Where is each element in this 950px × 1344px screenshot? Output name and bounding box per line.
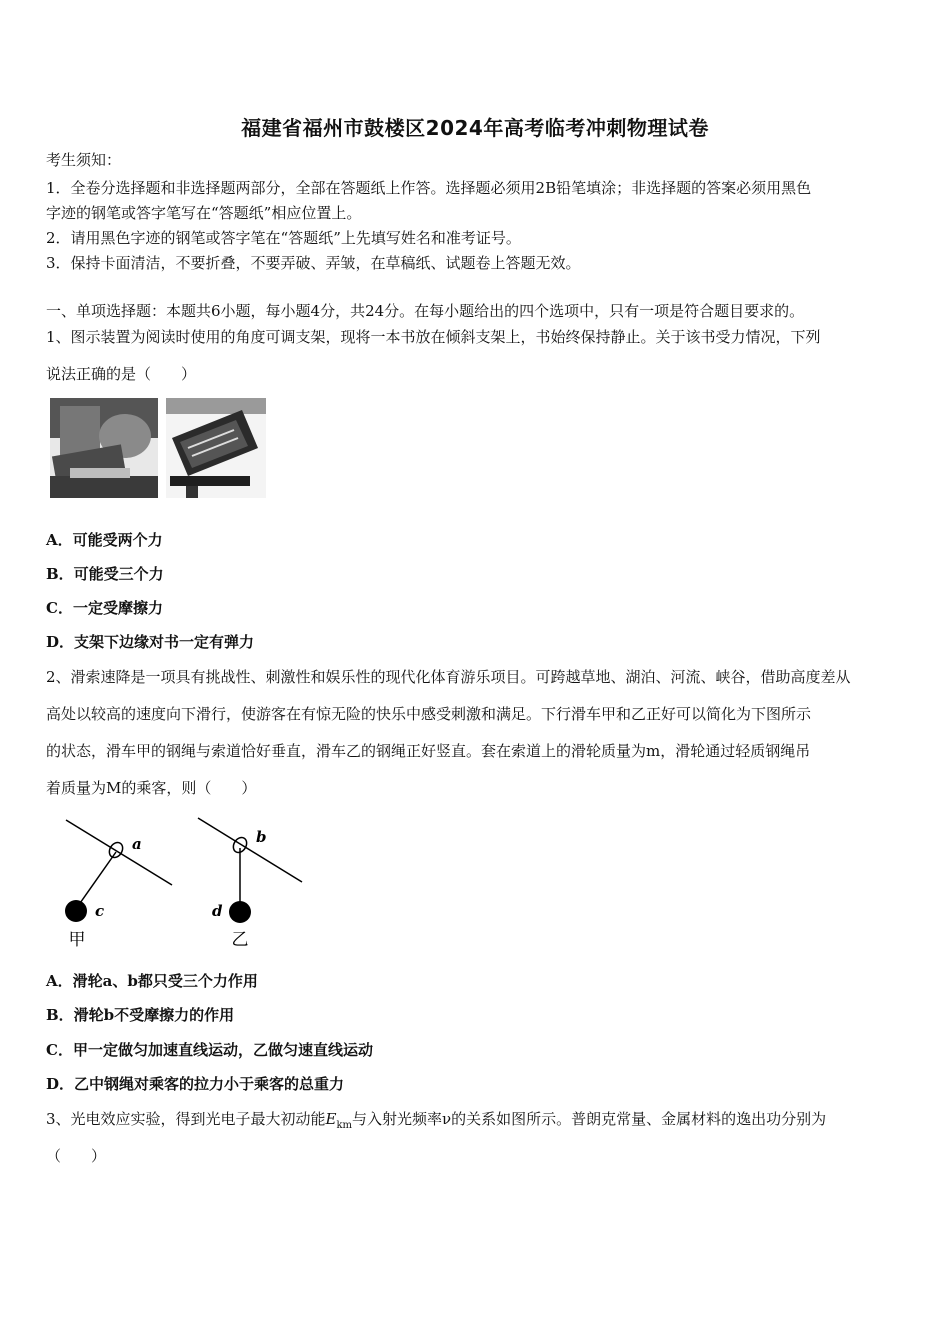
reading-stand-photo bbox=[50, 398, 158, 498]
question-2-stem: 2、滑索速降是一项具有挑战性、刺激性和娱乐性的现代化体育游乐项目。可跨越草地、湖泊、河流、峡谷，借助高度差从 bbox=[46, 668, 851, 686]
notice-item: 2．请用黑色字迹的钢笔或答字笔在“答题纸”上先填写姓名和准考证号。 bbox=[46, 229, 521, 247]
pulley-diagram bbox=[50, 810, 320, 955]
page-title: 福建省福州市鼓楼区2024年高考临考冲刺物理试卷 bbox=[241, 116, 709, 140]
book-on-stand-photo bbox=[166, 398, 266, 498]
label-a: a bbox=[132, 835, 142, 853]
ek-symbol: E bbox=[325, 1110, 337, 1128]
option-d: D．乙中钢绳对乘客的拉力小于乘客的总重力 bbox=[46, 1075, 345, 1093]
option-b: B．可能受三个力 bbox=[46, 565, 164, 583]
question-1-stem: 说法正确的是（ ） bbox=[46, 365, 197, 383]
option-a: A．可能受两个力 bbox=[46, 531, 163, 549]
notice-item: 3．保持卡面清洁，不要折叠，不要弄破、弄皱，在草稿纸、试题卷上答题无效。 bbox=[46, 254, 581, 272]
caption-yi: 乙 bbox=[231, 930, 249, 950]
notice-item: 字迹的钢笔或答字笔写在“答题纸”相应位置上。 bbox=[46, 204, 362, 222]
option-d: D．支架下边缘对书一定有弹力 bbox=[46, 633, 255, 651]
label-d: d bbox=[212, 902, 223, 920]
option-a: A．滑轮a、b都只受三个力作用 bbox=[46, 972, 258, 990]
caption-jia: 甲 bbox=[68, 930, 86, 950]
question-3-stem bbox=[46, 1109, 826, 1136]
question-1-stem: 1、图示装置为阅读时使用的角度可调支架，现将一本书放在倾斜支架上，书始终保持静止。关于该书受力情况，下列 bbox=[46, 328, 821, 346]
question-2-stem: 高处以较高的速度向下滑行，使游客在有惊无险的快乐中感受刺激和满足。下行滑车甲和乙正好可以简化为下图所示 bbox=[46, 705, 812, 723]
notice-item: 1．全卷分选择题和非选择题两部分，全部在答题纸上作答。选择题必须用2B铅笔填涂；非选择题的答案必须用黑色 bbox=[46, 179, 812, 197]
label-b: b bbox=[256, 828, 267, 846]
section-header: 一、单项选择题：本题共6小题，每小题4分，共24分。在每小题给出的四个选项中，只有一项是符合题目要求的。 bbox=[46, 302, 805, 320]
option-b: B．滑轮b不受摩擦力的作用 bbox=[46, 1006, 235, 1024]
question-3-stem: （ ） bbox=[46, 1147, 107, 1165]
ek-subscript: km bbox=[336, 1120, 353, 1131]
question-2-stem: 的状态，滑车甲的钢绳与索道恰好垂直，滑车乙的钢绳正好竖直。套在索道上的滑轮质量为m，滑轮通过轻质钢绳吊 bbox=[46, 742, 811, 760]
q3-stem-part: 3、光电效应实验，得到光电子最大初动能 bbox=[46, 1110, 326, 1128]
question-2-stem: 着质量为M的乘客，则（ ） bbox=[46, 779, 257, 797]
option-c: C．一定受摩擦力 bbox=[46, 599, 163, 617]
q3-stem-part: 与入射光频率ν的关系如图所示。普朗克常量、金属材料的逸出功分别为 bbox=[352, 1110, 827, 1128]
notice-heading: 考生须知： bbox=[46, 151, 122, 169]
option-c: C．甲一定做匀加速直线运动，乙做匀速直线运动 bbox=[46, 1041, 373, 1059]
label-c: c bbox=[95, 902, 105, 920]
